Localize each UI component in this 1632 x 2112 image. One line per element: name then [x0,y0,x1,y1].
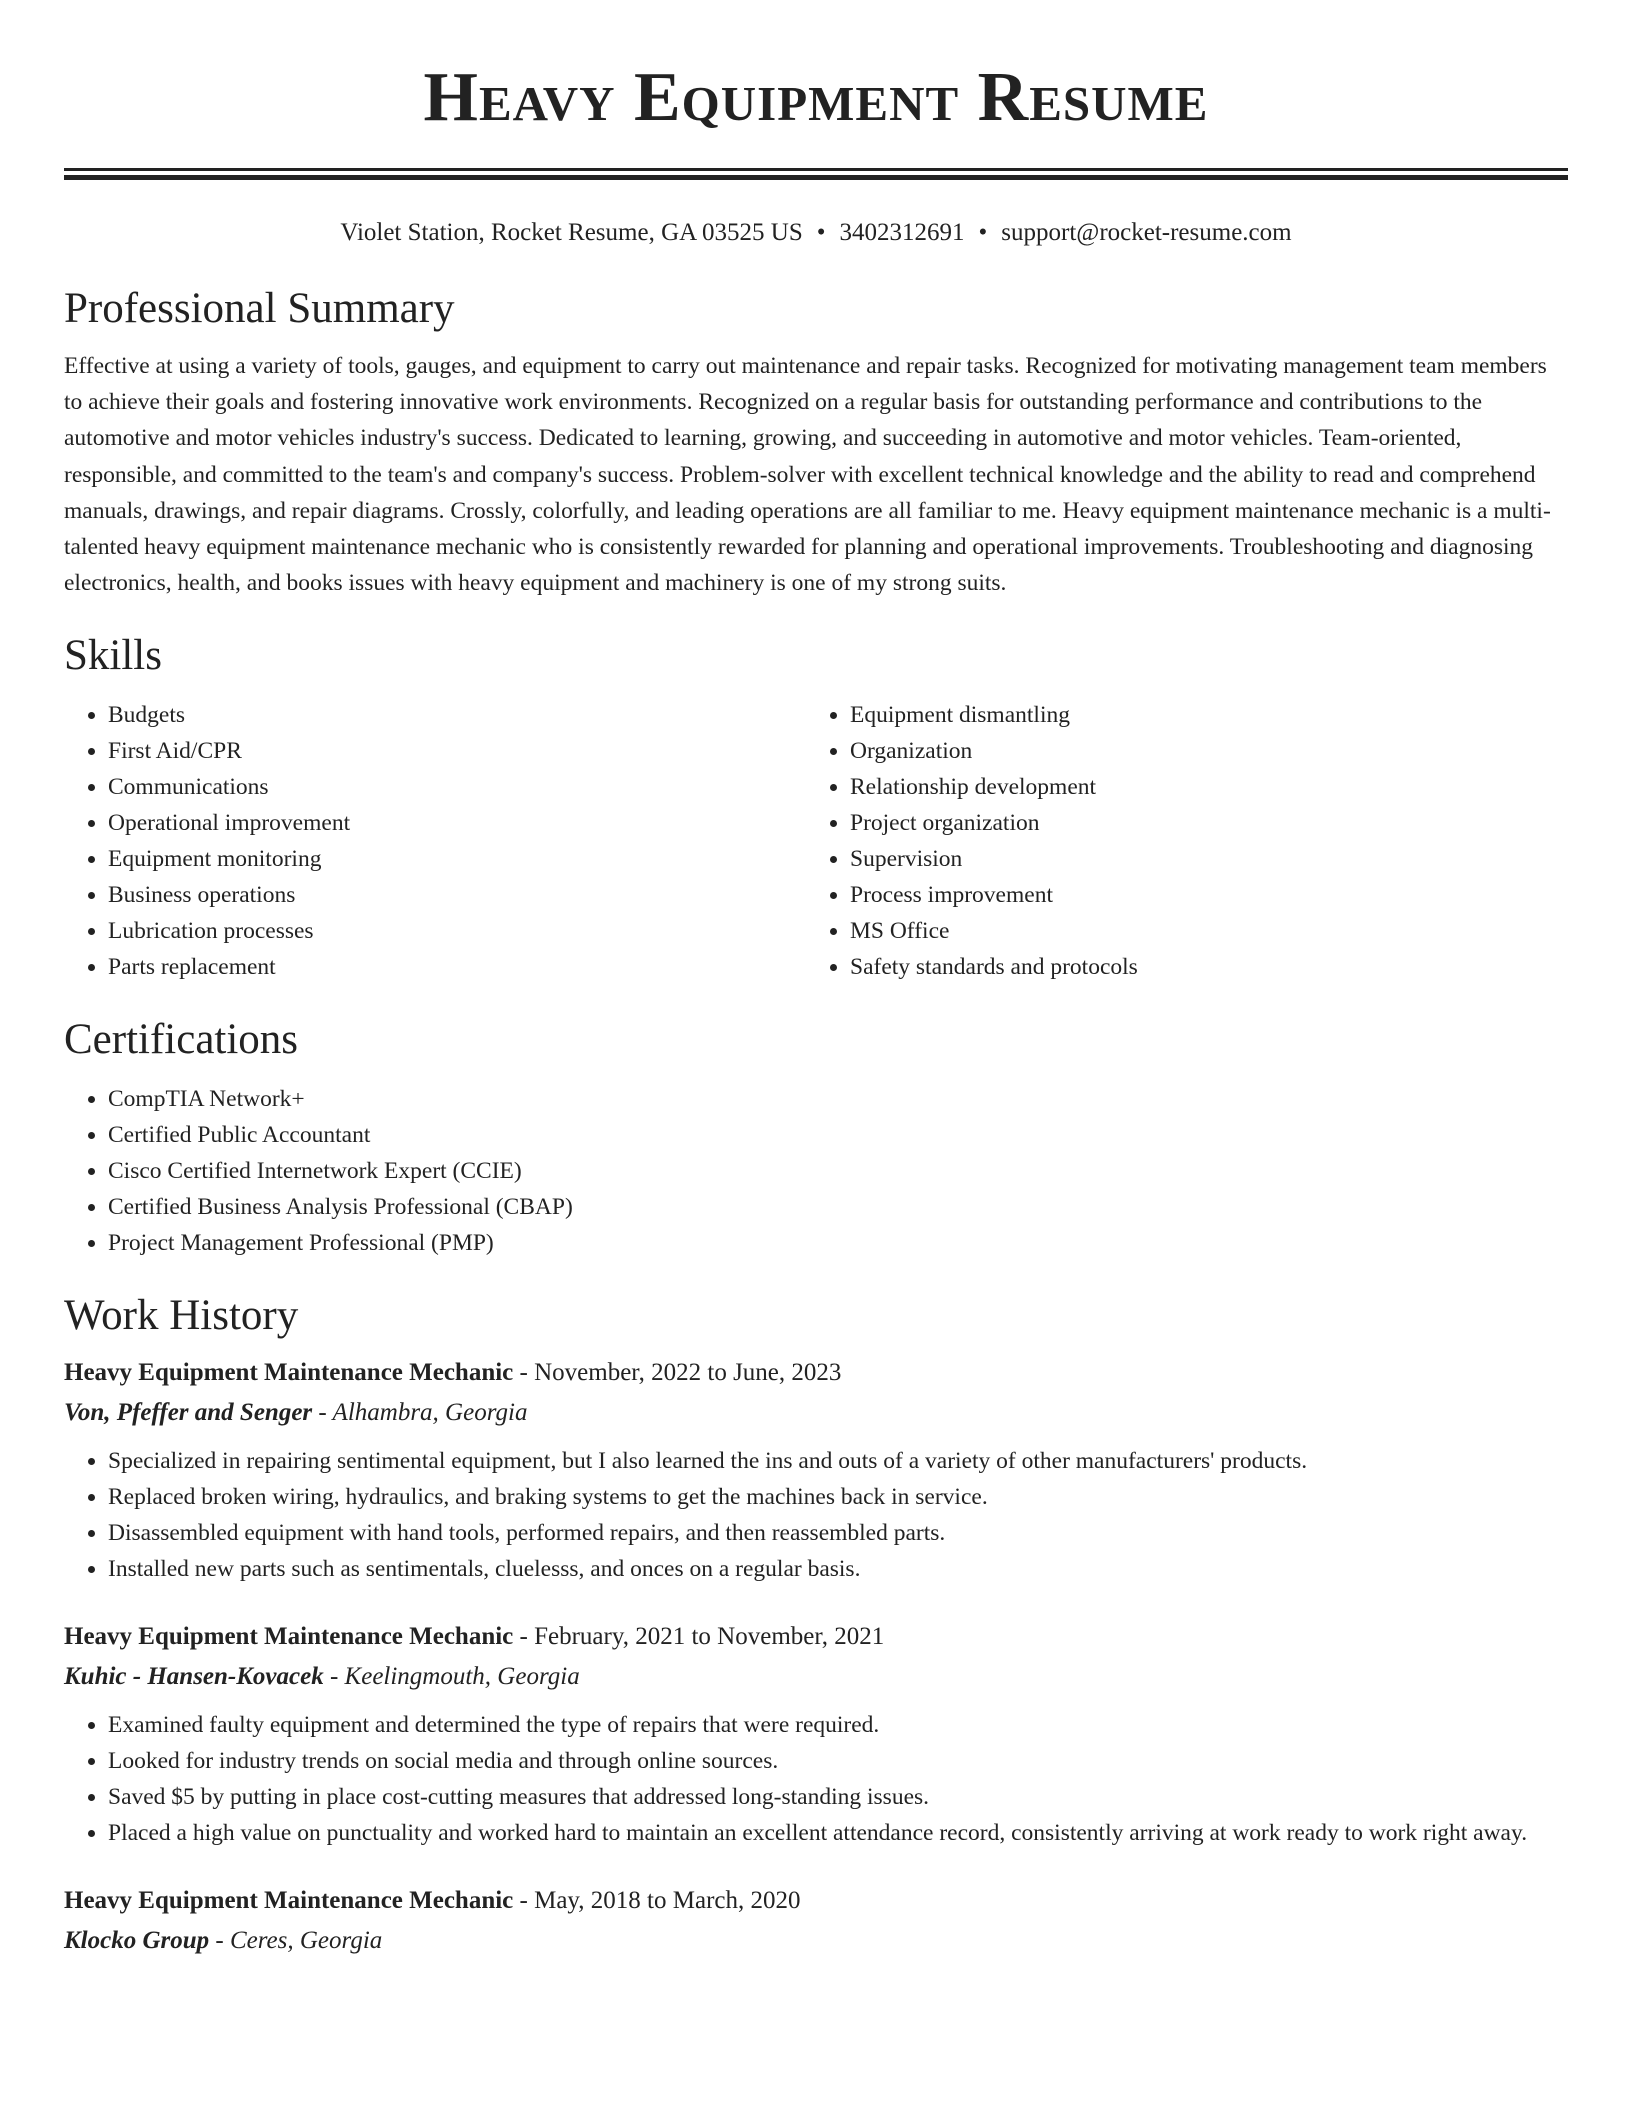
job-duty: • Installed new parts such as sentimentals, cluelesss, and onces on a regular basis. [108,1551,1568,1587]
job-title-line [64,1353,1568,1393]
job-duty: • Specialized in repairing sentimental equipment, but I also learned the ins and outs of a variety of other manufacturers' products. [108,1443,1568,1479]
title-divider-thin [64,168,1568,171]
certification-item: • Project Management Professional (PMP) [108,1225,1568,1261]
job-duty: • Replaced broken wiring, hydraulics, and braking systems to get the machines back in service. [108,1479,1568,1515]
job-duty: • Disassembled equipment with hand tools, performed repairs, and then reassembled parts. [108,1515,1568,1551]
skills-left-column [64,697,806,985]
summary-heading: Professional Summary [64,285,455,332]
job-company: Kuhic - Hansen-Kovacek [64,1663,324,1691]
job-company: Klocko Group [64,1927,210,1955]
job-entry [64,1353,1568,1587]
skill-item: • Supervision [850,841,1548,877]
job-company-line [64,1657,1568,1697]
job-duty: • Looked for industry trends on social media and through online sources. [108,1743,1568,1779]
contact-separator: • [816,219,826,246]
title-divider-thick [64,175,1568,180]
contact-email: support@rocket-resume.com [1001,219,1292,246]
job-location: - Alhambra, Georgia [312,1399,528,1427]
certification-item: • CompTIA Network+ [108,1081,1568,1117]
job-duty: • Saved $5 by putting in place cost-cutting measures that addressed long-standing issues. [108,1779,1568,1815]
job-company: Von, Pfeffer and Senger [64,1399,313,1427]
skill-item: • Project organization [850,805,1548,841]
skill-item: • MS Office [850,913,1548,949]
job-duty: • Placed a high value on punctuality and worked hard to maintain an excellent attendance record, consistently arriving at work ready to work right away. [108,1815,1568,1851]
skill-item: • Lubrication processes [108,913,806,949]
job-title: Heavy Equipment Maintenance Mechanic [64,1887,514,1915]
job-title: Heavy Equipment Maintenance Mechanic [64,1623,514,1651]
contact-phone: 3402312691 [839,219,965,246]
skill-item: • Equipment monitoring [108,841,806,877]
job-company-line [64,1393,1568,1433]
skills-right-column [806,697,1548,985]
job-location: - Ceres, Georgia [209,1927,383,1955]
job-duties-list [64,1443,1568,1587]
summary-text: Effective at using a variety of tools, gauges, and equipment to carry out maintenance and repair tasks. Recognized for motivating management team members to achieve their goals and fostering innovative work environments. Recognized on a regular basis for outstanding performance and contributions to the automotive and motor vehicles industry's success. Dedicated to learning, growing, and succeeding in automotive and motor vehicles. Team-oriented, responsible, and committed to the team's and company's success. Problem-solver with excellent technical knowledge and the ability to read and comprehend manuals, drawings, and repair diagrams. Crossly, colorfully, and leading operations are all familiar to me. Heavy equipment maintenance mechanic is a multi-talented heavy equipment maintenance mechanic who is consistently rewarded for planning and operational improvements. Troubleshooting and diagnosing electronics, health, and books issues with heavy equipment and machinery is one of my strong suits. [64,353,1551,597]
job-dates: - May, 2018 to March, 2020 [513,1887,801,1915]
skill-item: • Business operations [108,877,806,913]
certification-item: • Certified Business Analysis Professional (CBAP) [108,1189,1568,1225]
skill-item: • Parts replacement [108,949,806,985]
job-entry [64,1617,1568,1851]
skills-left-list [64,697,806,985]
job-title-line [64,1881,1568,1921]
job-dates: - November, 2022 to June, 2023 [513,1359,842,1387]
job-duty: • Examined faulty equipment and determined the type of repairs that were required. [108,1707,1568,1743]
skill-item: • Process improvement [850,877,1548,913]
contact-separator: • [978,219,988,246]
job-title-line [64,1617,1568,1657]
certification-item: • Certified Public Accountant [108,1117,1568,1153]
contact-address: Violet Station, Rocket Resume, GA 03525 US [340,219,803,246]
contact-line [64,218,1568,248]
skill-item: • Operational improvement [108,805,806,841]
resume-title: Heavy Equipment Resume [423,59,1209,136]
skill-item: • Equipment dismantling [850,697,1548,733]
work-history-heading: Work History [64,1292,299,1340]
skill-item: • First Aid/CPR [108,733,806,769]
skill-item: • Budgets [108,697,806,733]
job-title: Heavy Equipment Maintenance Mechanic [64,1359,514,1387]
skills-right-list [806,697,1548,985]
skill-item: • Communications [108,769,806,805]
job-location: - Keelingmouth, Georgia [323,1663,580,1691]
job-company-line [64,1921,1568,1961]
certifications-heading: Certifications [64,1016,299,1064]
job-entry [64,1881,1568,1961]
certification-item: • Cisco Certified Internetwork Expert (CCIE) [108,1153,1568,1189]
job-dates: - February, 2021 to November, 2021 [513,1623,885,1651]
skill-item: • Relationship development [850,769,1548,805]
skills-columns [64,697,1568,985]
skill-item: • Safety standards and protocols [850,949,1548,985]
certifications-list [64,1081,1568,1261]
skills-heading: Skills [64,632,162,680]
skill-item: • Organization [850,733,1548,769]
job-duties-list [64,1707,1568,1851]
